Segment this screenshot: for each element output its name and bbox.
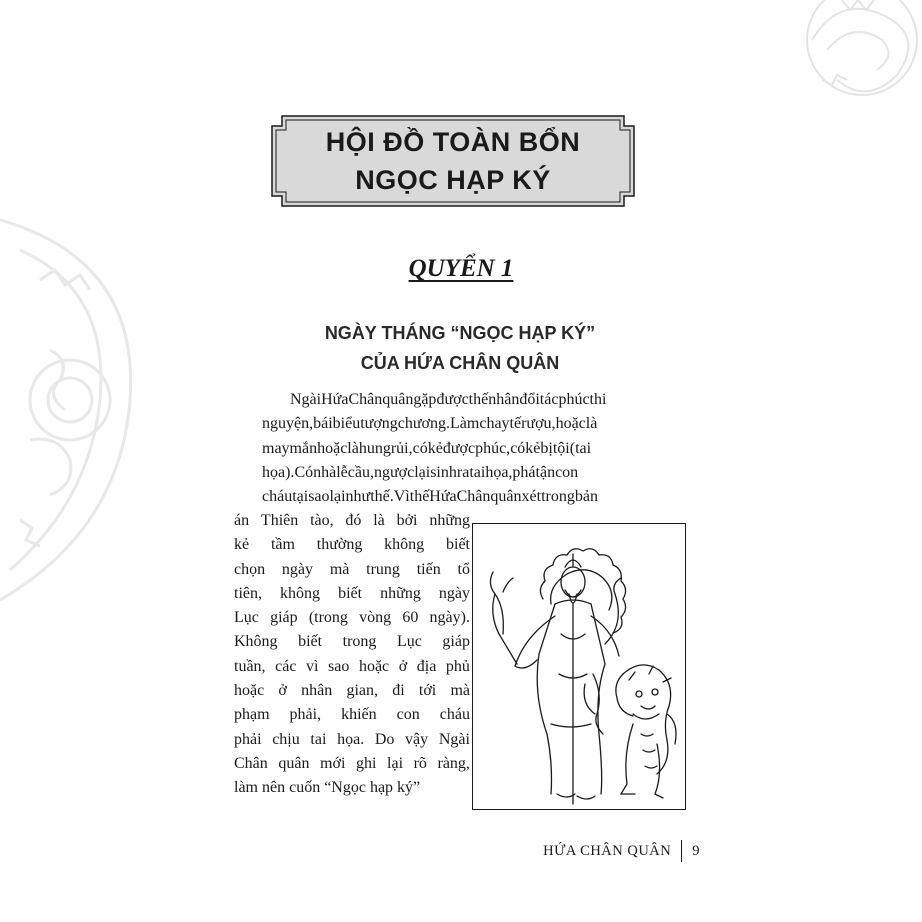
word: Ngài: [290, 391, 322, 408]
word: tiến: [416, 560, 441, 578]
word: thế: [409, 488, 430, 506]
word: Hứa: [429, 488, 457, 506]
word: xét: [521, 488, 542, 506]
word: Không: [234, 633, 278, 651]
word: có: [412, 439, 428, 457]
word: mắn: [289, 439, 318, 457]
word: tận: [535, 463, 556, 481]
section-heading-line1: NGÀY THÁNG “NGỌC HẠP KÝ”: [324, 323, 596, 343]
word: tai: [469, 463, 486, 481]
word: vì: [306, 657, 319, 675]
word: quân: [490, 488, 522, 506]
word: Lục: [234, 609, 259, 627]
word: ngày: [438, 584, 470, 602]
word: lại: [387, 754, 404, 772]
word: Hứa: [321, 391, 349, 408]
word: Thiên: [260, 512, 299, 529]
word: đổi: [519, 391, 540, 408]
word: giáp: [270, 609, 298, 627]
word: quân: [278, 754, 310, 772]
text-line: [234, 679, 470, 703]
word: Chân: [456, 488, 491, 506]
word: mà: [450, 682, 470, 700]
word: (trong: [308, 609, 348, 627]
text-line: [234, 776, 470, 800]
word: biểu: [332, 415, 361, 433]
text-line: [234, 655, 470, 679]
word: khiến: [341, 706, 377, 724]
word: địa: [416, 657, 437, 675]
word: 60: [402, 609, 419, 627]
text-line: [234, 630, 470, 654]
text-line: [234, 752, 470, 776]
word: Ngài: [438, 730, 470, 748]
word: may: [262, 439, 290, 457]
book-title-line2: NGỌC HẠP KÝ: [355, 165, 551, 195]
word: rượu,: [521, 415, 556, 433]
word: biết: [338, 584, 363, 602]
word: nguyện,: [262, 415, 314, 433]
word: Do: [374, 730, 395, 748]
word: hoặc: [317, 439, 348, 457]
word: lại: [414, 463, 431, 481]
text-line: [262, 412, 688, 436]
word: phá: [512, 463, 536, 481]
word: cháu: [262, 488, 293, 506]
word: ràng,: [437, 754, 470, 772]
word: trong: [541, 488, 575, 506]
title-frame: [268, 112, 638, 210]
word: rủi,: [390, 439, 413, 457]
text-line: [262, 485, 688, 509]
word: ở: [398, 657, 408, 675]
word: ghi: [355, 754, 377, 772]
word: được: [442, 439, 476, 457]
text-line: [262, 461, 688, 485]
text-line-content: làm nên cuốn “Ngọc hạp ký”: [234, 779, 421, 797]
word: đi: [392, 682, 405, 700]
word: những: [380, 584, 421, 602]
immortal-with-tiger-illustration: [473, 524, 687, 811]
word: là: [585, 415, 598, 433]
word: bản: [574, 488, 598, 506]
word: phúc: [558, 391, 590, 408]
illustration-frame: [472, 523, 686, 810]
word: tổ: [457, 560, 470, 578]
word: con: [396, 706, 420, 724]
text-line: [234, 582, 470, 606]
word: những: [429, 512, 470, 529]
word: gian,: [346, 682, 378, 700]
word: bị: [540, 439, 553, 457]
word: phủ: [445, 657, 470, 675]
word: mới: [320, 754, 346, 772]
word: cầu,: [347, 463, 374, 481]
dragon-watermark-icon: [782, 0, 922, 120]
text-line: [262, 437, 688, 461]
word: tiên,: [234, 584, 262, 602]
body-text-column: [234, 509, 470, 801]
word: được: [436, 391, 469, 408]
book-title-line1: HỘI ĐỒ TOÀN BỔN: [325, 127, 581, 157]
word: họa,: [485, 463, 513, 481]
word: các: [275, 657, 297, 675]
word: chương.: [397, 415, 451, 433]
word: ở: [278, 682, 287, 700]
word: lại: [329, 488, 346, 506]
text-line: [234, 606, 470, 630]
word: cháu: [439, 706, 470, 724]
word: chịu: [272, 730, 300, 748]
word: Chân: [348, 391, 383, 408]
word: phải: [234, 730, 262, 748]
running-title: HỨA CHÂN QUÂN: [543, 842, 672, 859]
word: không: [280, 584, 321, 602]
word: quân: [382, 391, 414, 408]
word: sinh: [430, 463, 457, 481]
word: vòng: [359, 609, 392, 627]
word: ra: [456, 463, 470, 481]
word: bái: [313, 415, 333, 433]
word: họa).: [262, 463, 295, 481]
word: tác: [539, 391, 559, 408]
text-line: [262, 388, 688, 412]
word: hoặc: [234, 682, 265, 700]
word: ngày).: [429, 609, 470, 627]
word: án: [234, 512, 250, 529]
word: phạm: [234, 706, 270, 724]
word: biết: [298, 633, 323, 651]
word: sao: [328, 657, 350, 675]
word: trung: [366, 560, 400, 578]
word: vậy: [405, 730, 429, 748]
word: rõ: [413, 754, 427, 772]
word: phải,: [289, 706, 322, 724]
word: kẻ: [234, 536, 250, 554]
word: mà: [329, 560, 350, 578]
word: tượng: [360, 415, 398, 433]
word: hung: [358, 439, 391, 457]
word: là: [373, 512, 385, 529]
word: thế: [468, 391, 489, 408]
word: tai: [310, 730, 327, 748]
body-text-full: [262, 388, 688, 509]
word: ngược: [373, 463, 415, 481]
word: Vì: [393, 488, 410, 506]
word: ngày: [281, 560, 314, 578]
text-line: [234, 558, 470, 582]
word: họa.: [337, 730, 365, 748]
word: gặp: [413, 391, 437, 408]
text-line: [234, 703, 470, 727]
word: Chân: [234, 754, 268, 772]
word: bởi: [396, 512, 418, 529]
text-line: [234, 728, 470, 752]
text-line: [234, 533, 470, 557]
word: nhân: [301, 682, 333, 700]
word: hoặc: [358, 657, 390, 675]
word: nhà: [313, 463, 337, 481]
section-heading-line2: CỦA HỨA CHÂN QUÂN: [360, 353, 560, 373]
word: có: [510, 439, 526, 457]
word: kẻ: [525, 439, 541, 457]
word: tới: [418, 682, 437, 700]
volume-heading: QUYỂN 1: [408, 255, 514, 282]
word: tội: [552, 439, 570, 457]
word: tại: [292, 488, 309, 506]
word: không: [384, 536, 425, 554]
word: (tai: [569, 439, 592, 457]
word: tào,: [310, 512, 334, 529]
word: đó: [345, 512, 362, 529]
word: con: [555, 463, 579, 481]
word: giáp: [442, 633, 470, 651]
word: là: [347, 439, 359, 457]
footer-separator: [681, 840, 682, 862]
word: như: [345, 488, 371, 506]
word: Có: [294, 463, 314, 481]
text-line: [234, 509, 470, 533]
word: sao: [308, 488, 330, 506]
word: trong: [342, 633, 377, 651]
word: Làm: [450, 415, 480, 433]
word: nhân: [488, 391, 520, 408]
word: chay: [479, 415, 510, 433]
word: chọn: [234, 560, 266, 578]
word: lễ: [336, 463, 348, 481]
word: tế: [509, 415, 522, 433]
word: phúc,: [475, 439, 511, 457]
word: thế.: [370, 488, 394, 506]
word: kẻ: [427, 439, 443, 457]
word: Lục: [396, 633, 422, 651]
word: tầm: [270, 536, 295, 554]
word: thi: [589, 391, 607, 408]
section-heading: [230, 318, 690, 378]
word: biết: [446, 536, 470, 554]
page-number: 9: [692, 842, 700, 859]
word: tuần,: [234, 657, 266, 675]
word: hoặc: [555, 415, 586, 433]
page-footer: [543, 840, 700, 862]
word: thường: [316, 536, 363, 554]
